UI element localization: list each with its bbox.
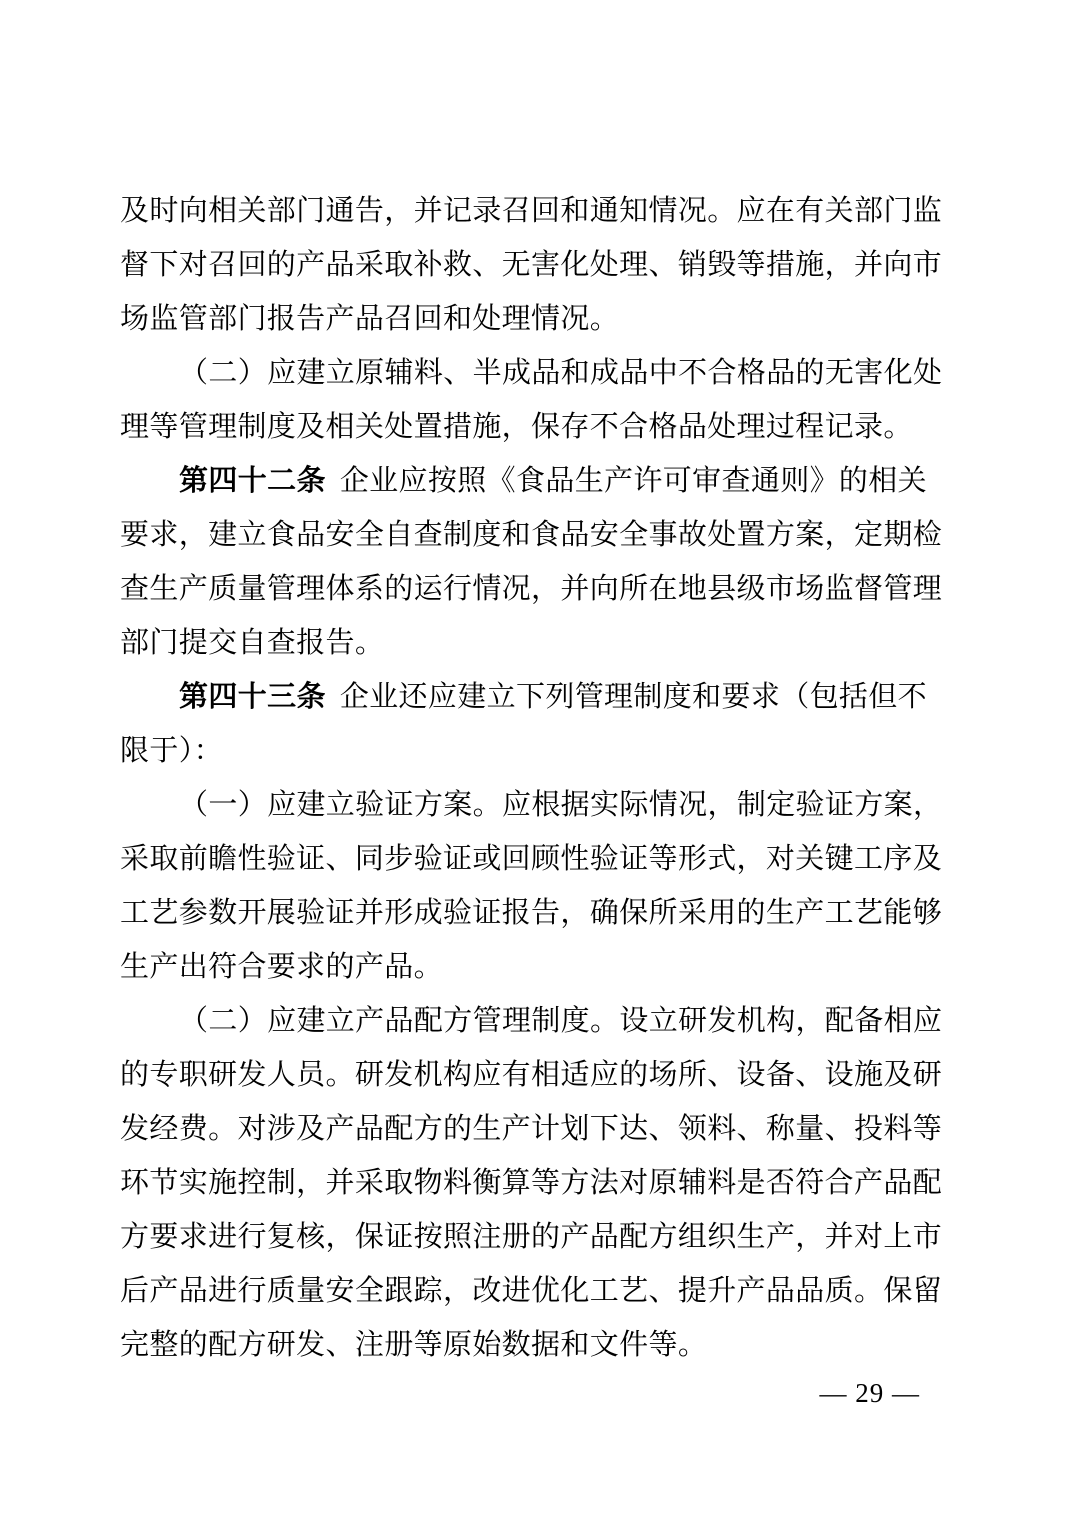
document-body: [120, 184, 950, 1372]
text-line: [120, 508, 950, 562]
text-line: [120, 1048, 950, 1102]
article-42-number: 第四十二条: [179, 465, 326, 497]
article-43-heading-line: [120, 670, 950, 724]
line-text: 理等管理制度及相关处置措施，保存不合格品处理过程记录。: [120, 411, 913, 443]
line-text: 查生产质量管理体系的运行情况，并向所在地县级市场监督管理: [120, 573, 943, 605]
line-text: 环节实施控制，并采取物料衡算等方法对原辅料是否符合产品配: [120, 1167, 943, 1199]
text-line: [120, 184, 950, 238]
line-text: 发经费。对涉及产品配方的生产计划下达、领料、称量、投料等: [120, 1113, 943, 1145]
line-text: 部门提交自查报告。: [120, 627, 385, 659]
text-line: [120, 940, 950, 994]
text-line: [120, 616, 950, 670]
text-line: [120, 562, 950, 616]
line-text: 方要求进行复核，保证按照注册的产品配方组织生产，并对上市: [120, 1221, 943, 1253]
line-text: （一）应建立验证方案。应根据实际情况，制定验证方案，: [179, 789, 943, 821]
text-line: [120, 238, 950, 292]
line-text: 工艺参数开展验证并形成验证报告，确保所采用的生产工艺能够: [120, 897, 943, 929]
article-42-heading-line: [120, 454, 950, 508]
line-text: 企业还应建立下列管理制度和要求（包括但不: [339, 681, 928, 713]
text-line: [120, 1318, 950, 1372]
text-line: [120, 832, 950, 886]
line-text: 采取前瞻性验证、同步验证或回顾性验证等形式，对关键工序及: [120, 843, 943, 875]
line-text: 场监管部门报告产品召回和处理情况。: [120, 303, 620, 335]
text-line: [120, 778, 950, 832]
text-line: [120, 1102, 950, 1156]
text-line: [120, 1156, 950, 1210]
text-line: [120, 886, 950, 940]
line-text: 限于）：: [120, 735, 223, 767]
line-text: （二）应建立产品配方管理制度。设立研发机构，配备相应: [179, 1005, 943, 1037]
line-text: 生产出符合要求的产品。: [120, 951, 443, 983]
line-text: 后产品进行质量安全跟踪，改进优化工艺、提升产品品质。保留: [120, 1275, 943, 1307]
line-text: 及时向相关部门通告，并记录召回和通知情况。应在有关部门监: [120, 195, 943, 227]
text-line: [120, 1210, 950, 1264]
page-number: — 29 —: [819, 1378, 920, 1408]
text-line: [120, 724, 950, 778]
text-line: [120, 994, 950, 1048]
line-text: 督下对召回的产品采取补救、无害化处理、销毁等措施，并向市: [120, 249, 943, 281]
article-43-number: 第四十三条: [179, 681, 326, 713]
line-text: 完整的配方研发、注册等原始数据和文件等。: [120, 1329, 708, 1361]
text-line: [120, 292, 950, 346]
line-text: 企业应按照《食品生产许可审查通则》的相关: [339, 465, 928, 497]
line-text: 要求，建立食品安全自查制度和食品安全事故处置方案，定期检: [120, 519, 943, 551]
line-text: （二）应建立原辅料、半成品和成品中不合格品的无害化处: [179, 357, 943, 389]
line-text: 的专职研发人员。研发机构应有相适应的场所、设备、设施及研: [120, 1059, 943, 1091]
text-line: [120, 1264, 950, 1318]
text-line: [120, 400, 950, 454]
text-line: [120, 346, 950, 400]
